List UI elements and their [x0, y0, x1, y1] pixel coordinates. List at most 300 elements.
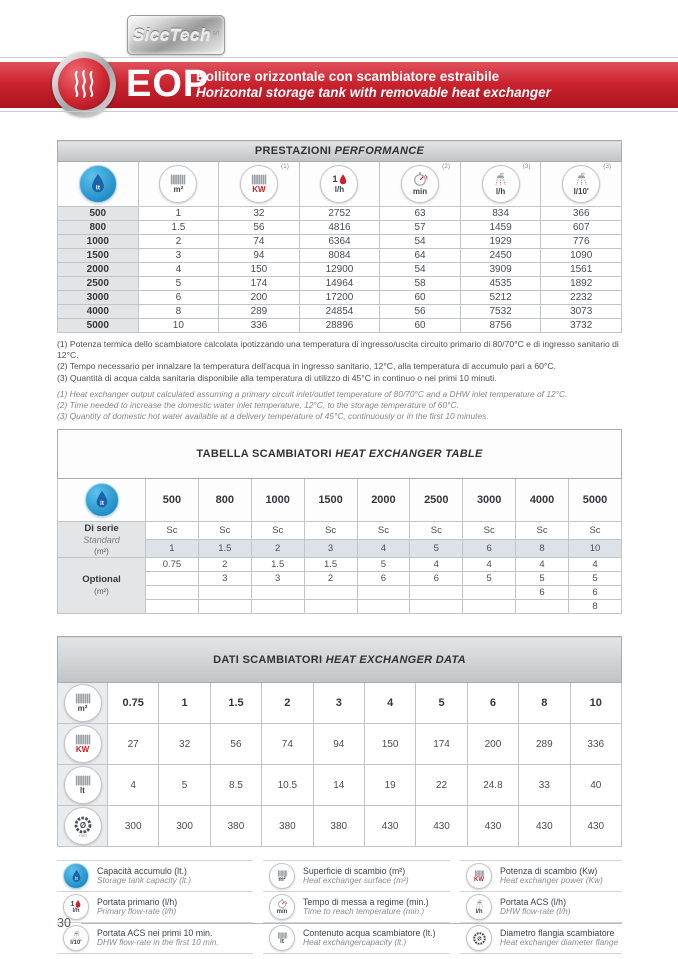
table-cell: 2450	[460, 249, 541, 263]
table-cell	[357, 586, 410, 600]
logo-text: SiccTech	[132, 25, 211, 44]
legend-item	[57, 860, 253, 891]
table-row	[58, 277, 622, 291]
table-cell: 5000	[58, 319, 139, 333]
table-cell: 4000	[58, 305, 139, 319]
table-cell: 4816	[299, 221, 380, 235]
table-cell: 74	[262, 724, 313, 765]
table-row	[58, 263, 622, 277]
legend-icon-label: Ø	[476, 936, 482, 943]
exchanger-table-header-row	[58, 479, 622, 522]
table-cell	[198, 586, 251, 600]
table-cell: 5212	[460, 291, 541, 305]
legend-text-en: Primary flow-rate (l/h)	[97, 906, 177, 917]
legend-text-it: Tempo di messa a regime (min.)	[303, 896, 429, 907]
table-cell	[357, 600, 410, 614]
optional-label: Optional	[82, 574, 121, 586]
table-cell: 12900	[299, 263, 380, 277]
table-cell: 6	[467, 683, 518, 724]
table-row	[58, 249, 622, 263]
table-cell: 56	[380, 305, 461, 319]
legend-icon-label: l/h	[72, 908, 80, 915]
product-code: EOP	[126, 63, 210, 105]
table-cell: 3	[198, 572, 251, 586]
table-cell	[304, 600, 357, 614]
dhw-flow-shower-icon	[482, 163, 531, 203]
table-cell: 366	[541, 207, 622, 221]
table-cell: 8	[569, 600, 622, 614]
table-cell: 5	[159, 765, 210, 806]
table-cell: 607	[541, 221, 622, 235]
size-header: 1500	[304, 479, 357, 522]
capacity-row	[58, 765, 622, 806]
table-cell: 4	[108, 765, 159, 806]
legend-icon-label: lt	[280, 938, 284, 945]
size-header: 5000	[569, 479, 622, 522]
power-icon-label: KW	[75, 745, 90, 755]
table-cell: 7532	[460, 305, 541, 319]
table-cell: 3	[304, 540, 357, 558]
table-cell: Sc	[410, 522, 463, 540]
surface-icon-label: m²	[77, 704, 88, 714]
table-cell: 1.5	[304, 558, 357, 572]
col-tank-capacity	[58, 162, 139, 207]
flange-icon-cell	[58, 806, 108, 847]
table-cell: 5	[138, 277, 219, 291]
size-header: 4000	[516, 479, 569, 522]
table-cell: 289	[519, 724, 570, 765]
page-number: 30	[57, 916, 71, 930]
table-cell: 3	[251, 572, 304, 586]
table-cell: 58	[380, 277, 461, 291]
performance-title-it: PRESTAZIONI	[254, 145, 332, 157]
table-cell: 336	[219, 319, 300, 333]
legend-column-2	[263, 860, 450, 954]
power-radiator-icon	[466, 863, 492, 889]
table-cell	[463, 600, 516, 614]
flange-diameter-icon	[64, 807, 102, 845]
exchanger-capacity-header	[58, 479, 146, 522]
table-cell: 2752	[299, 207, 380, 221]
table-cell: 2	[262, 683, 313, 724]
table-cell: 2	[198, 558, 251, 572]
table-cell: 6	[410, 572, 463, 586]
performance-table-body	[58, 207, 622, 333]
table-row	[58, 319, 622, 333]
table-cell: 56	[210, 724, 261, 765]
footnote-en-3: (3) Quantity of domestic hot water available at a delivery temperature of 45°C, continuously or in the first 10 minutes.	[57, 410, 489, 421]
primary-flow-icon	[320, 165, 358, 203]
flange-row	[58, 806, 622, 847]
table-cell: 10.5	[262, 765, 313, 806]
tank-capacity-icon	[79, 165, 117, 203]
table-cell: 14	[313, 765, 364, 806]
footer-rule	[81, 923, 622, 924]
table-cell: 1459	[460, 221, 541, 235]
table-cell	[516, 600, 569, 614]
exchanger-power-icon	[240, 163, 289, 203]
table-cell: 380	[262, 806, 313, 847]
table-cell	[251, 600, 304, 614]
legend-text-it: Portata ACS nei primi 10 min.	[97, 927, 213, 938]
table-cell: Sc	[569, 522, 622, 540]
table-cell: 4	[569, 558, 622, 572]
table-cell: 300	[108, 806, 159, 847]
footnotes-english	[57, 389, 622, 422]
table-row	[58, 207, 622, 221]
legend-item	[460, 860, 622, 891]
table-cell: 27	[108, 724, 159, 765]
exchanger-data-title	[58, 637, 622, 683]
performance-title-en: PERFORMANCE	[334, 145, 425, 157]
table-cell: 94	[219, 249, 300, 263]
table-cell: 4	[138, 263, 219, 277]
col-exchanger-power	[219, 162, 300, 207]
table-cell: 1090	[541, 249, 622, 263]
surface-icon-cell	[58, 683, 108, 724]
table-cell: 60	[380, 291, 461, 305]
table-cell: 800	[58, 221, 139, 235]
table-cell: 380	[313, 806, 364, 847]
exchanger-table-title-en: HEAT EXCHANGER TABLE	[335, 448, 483, 461]
table-cell: 0.75	[108, 683, 159, 724]
page-footer	[57, 916, 622, 930]
table-cell: 430	[570, 806, 621, 847]
flange-icon-label: Ø	[79, 821, 86, 831]
footnote-it-3: (3) Quantità di acqua calda sanitaria disponibile alla temperatura di utilizzo di 45°C in continuo o nei primi 10 minuti.	[57, 372, 497, 383]
table-cell: 380	[210, 806, 261, 847]
table-cell: Sc	[516, 522, 569, 540]
table-cell: 200	[219, 291, 300, 305]
table-cell	[251, 586, 304, 600]
dhw-flow-icon-label: l/h	[495, 186, 506, 196]
exchanger-table-title-it: TABELLA SCAMBIATORI	[196, 448, 332, 461]
table-row	[58, 221, 622, 235]
table-cell: Sc	[304, 522, 357, 540]
table-cell: 5	[463, 572, 516, 586]
table-cell: 3	[138, 249, 219, 263]
standard-label-en: Standard	[83, 535, 120, 546]
table-cell: 1500	[58, 249, 139, 263]
legend-text-en: DHW flow-rate (l/h)	[500, 906, 571, 917]
table-cell: 776	[541, 235, 622, 249]
table-cell: 60	[380, 319, 461, 333]
legend-item	[263, 860, 450, 891]
table-cell: 56	[219, 221, 300, 235]
standard-label-it: Di serie	[84, 523, 119, 535]
size-header: 800	[198, 479, 251, 522]
optional-label-unit: (m²)	[94, 587, 109, 597]
heat-exchanger-table	[57, 429, 622, 614]
legend-text-en: Heat exchangercapacity (lt.)	[303, 937, 407, 948]
table-row	[58, 305, 622, 319]
table-cell: 200	[467, 724, 518, 765]
table-cell: 1561	[541, 263, 622, 277]
table-cell: 2500	[58, 277, 139, 291]
legend-text-it: Portata ACS (l/h)	[500, 896, 567, 907]
primary-flow-icon-label: l/h	[334, 185, 345, 194]
legend-icon-label: l/10'	[70, 939, 82, 946]
table-cell: 1000	[58, 235, 139, 249]
col-exchanger-surface	[138, 162, 219, 207]
power-footnote-ref: (1)	[280, 163, 289, 170]
table-cell: Sc	[251, 522, 304, 540]
legend-text-it: Diametro flangia scambiatore	[500, 927, 615, 938]
table-cell: 3000	[58, 291, 139, 305]
col-time-to-temp	[380, 162, 461, 207]
table-cell	[410, 586, 463, 600]
legend-icon-label: KW	[474, 876, 484, 883]
tank-capacity-icon-label: lt	[95, 184, 100, 192]
table-cell: 3909	[460, 263, 541, 277]
table-cell: 64	[380, 249, 461, 263]
legend-text-en: Heat exchanger diameter flange	[500, 937, 619, 948]
table-cell: 1929	[460, 235, 541, 249]
exchanger-data-title-band	[58, 637, 622, 683]
table-cell: 14964	[299, 277, 380, 291]
surface-icon-label: m²	[173, 185, 184, 194]
dhw-10min-footnote-ref: (3)	[603, 163, 612, 170]
table-cell: 54	[380, 263, 461, 277]
dhw-10min-icon-label: l/10'	[573, 186, 589, 196]
capacity-icon-label: lt	[80, 786, 85, 796]
table-cell	[463, 586, 516, 600]
legend-icon-label: l/h	[475, 908, 483, 915]
table-cell: 32	[159, 724, 210, 765]
legend-text-it: Contenuto acqua scambiatore (lt.)	[303, 927, 436, 938]
table-cell: 22	[416, 765, 467, 806]
legend-icon-label: m²	[278, 876, 286, 883]
time-footnote-ref: (2)	[442, 163, 451, 170]
surface-radiator-icon	[269, 863, 295, 889]
table-cell: 6	[569, 586, 622, 600]
footnote-it-1: (1) Potenza termica dello scambiatore calcolata ipotizzando una temperatura di ingresso/uscita circuito primario di 80/70°C e di ingresso sanitario di 12°C.	[57, 339, 619, 361]
tank-capacity-icon	[63, 863, 89, 889]
dhw-10min-shower-icon	[562, 163, 612, 203]
product-title-it: Bollitore orizzontale con scambiatore estraibile	[196, 69, 500, 84]
col-dhw-10min	[541, 162, 622, 207]
legend-text-it: Superficie di scambio (m²)	[303, 865, 406, 876]
heat-badge	[52, 52, 116, 116]
size-header: 500	[146, 479, 199, 522]
power-radiator-icon	[64, 725, 102, 763]
table-cell: 4	[516, 558, 569, 572]
table-cell: 300	[159, 806, 210, 847]
table-cell: 8	[516, 540, 569, 558]
dhw-flow-footnote-ref: (3)	[522, 163, 531, 170]
table-cell: 0.75	[146, 558, 199, 572]
table-cell	[146, 600, 199, 614]
table-cell: 5	[357, 558, 410, 572]
table-cell: 1.5	[251, 558, 304, 572]
footnotes-italian	[57, 339, 622, 384]
table-cell: 2	[138, 235, 219, 249]
table-cell: Sc	[146, 522, 199, 540]
table-cell: 6	[463, 540, 516, 558]
legend-text-it: Portata primario (l/h)	[97, 896, 178, 907]
table-cell: 834	[460, 207, 541, 221]
table-cell: 6	[357, 572, 410, 586]
legend	[57, 860, 622, 954]
table-cell	[146, 586, 199, 600]
table-cell: 6	[516, 586, 569, 600]
table-cell: 430	[416, 806, 467, 847]
table-cell: 1.5	[138, 221, 219, 235]
table-cell: 4535	[460, 277, 541, 291]
power-icon-cell	[58, 724, 108, 765]
legend-text-en: Heat exchanger power (Kw)	[500, 875, 603, 886]
product-title-en: Horizontal storage tank with removable heat exchanger	[196, 85, 551, 101]
optional-label-cell	[58, 558, 146, 614]
page-content	[57, 140, 622, 954]
tank-capacity-icon	[85, 483, 119, 517]
siectech-logo	[127, 15, 225, 55]
table-cell: 5	[410, 540, 463, 558]
capacity-icon-cell	[58, 765, 108, 806]
surface-radiator-icon	[64, 684, 102, 722]
col-primary-flow	[299, 162, 380, 207]
performance-title	[58, 141, 622, 162]
table-cell: 174	[219, 277, 300, 291]
legend-text-it: Potenza di scambio (Kw)	[500, 865, 598, 876]
table-cell: 4	[463, 558, 516, 572]
time-stopwatch-icon	[401, 163, 451, 203]
performance-icon-row	[58, 162, 622, 207]
table-cell: 4	[357, 540, 410, 558]
exchanger-table-title-band	[58, 430, 622, 479]
capacity-icon-label: lt	[99, 500, 104, 508]
table-row	[58, 291, 622, 305]
exchanger-data-title-it: DATI SCAMBIATORI	[213, 653, 323, 666]
standard-label-unit: (m²)	[94, 546, 109, 556]
primary-flow-prefix: 1	[332, 173, 338, 185]
table-cell: 10	[569, 540, 622, 558]
exchanger-data-title-en: HEAT EXCHANGER DATA	[325, 653, 466, 666]
table-cell: 2232	[541, 291, 622, 305]
footnote-it-2: (2) Tempo necessario per innalzare la temperatura dell'acqua in ingresso sanitario, 12°C, alla temperatura di accumulo pari a 60°C.	[57, 361, 556, 372]
table-cell: 2	[304, 572, 357, 586]
time-icon-label: min	[412, 187, 428, 196]
table-cell: Sc	[198, 522, 251, 540]
table-cell	[198, 600, 251, 614]
table-cell: 8084	[299, 249, 380, 263]
table-cell: 10	[138, 319, 219, 333]
surface-row	[58, 683, 622, 724]
table-row	[58, 235, 622, 249]
size-header: 2000	[357, 479, 410, 522]
performance-table	[57, 140, 622, 333]
table-cell: 63	[380, 207, 461, 221]
flange-icon-sublabel: mm	[78, 833, 87, 839]
table-cell: 430	[364, 806, 415, 847]
size-header: 2500	[410, 479, 463, 522]
table-cell: 1	[159, 683, 210, 724]
table-cell: 500	[58, 207, 139, 221]
product-banner	[0, 62, 678, 108]
table-cell: 74	[219, 235, 300, 249]
table-cell: 5	[569, 572, 622, 586]
optional-row-1	[58, 558, 622, 572]
table-cell: 3073	[541, 305, 622, 319]
logo-suffix: srl	[212, 32, 220, 38]
table-cell: 10	[570, 683, 621, 724]
table-cell: 430	[519, 806, 570, 847]
table-cell: 8	[138, 305, 219, 319]
size-header: 3000	[463, 479, 516, 522]
table-cell: 2	[251, 540, 304, 558]
table-cell: 1.5	[198, 540, 251, 558]
standard-label-cell	[58, 522, 146, 558]
table-cell: 24854	[299, 305, 380, 319]
table-cell: 150	[364, 724, 415, 765]
legend-icon-prefix: 1	[70, 900, 75, 908]
heat-exchanger-data-table	[57, 636, 622, 847]
table-cell: 336	[570, 724, 621, 765]
table-cell: 3	[313, 683, 364, 724]
legend-icon-label: min	[276, 909, 288, 916]
table-cell: 289	[219, 305, 300, 319]
legend-column-3	[460, 860, 622, 954]
table-cell: Sc	[463, 522, 516, 540]
table-cell: Sc	[357, 522, 410, 540]
legend-icon-label: lt	[74, 875, 78, 881]
heat-waves-icon	[58, 58, 110, 110]
table-cell: 19	[364, 765, 415, 806]
legend-text-en: Heat exchanger surface (m²)	[303, 875, 409, 886]
power-icon-label: KW	[252, 185, 266, 194]
table-cell: 94	[313, 724, 364, 765]
table-cell: 17200	[299, 291, 380, 305]
table-cell: 1.5	[210, 683, 261, 724]
table-cell: 1892	[541, 277, 622, 291]
footnote-en-1: (1) Heat exchanger output calculated assuming a primary circuit inlet/outlet temperature of 80/70°C and a DHW inlet temperature of 12°C.	[57, 388, 568, 399]
legend-column-1	[57, 860, 253, 954]
performance-title-band	[58, 141, 622, 162]
legend-text-it: Capacità accumulo (lt.)	[97, 865, 187, 876]
table-cell: 6364	[299, 235, 380, 249]
legend-text-en: Time to reach temperature (min.)	[303, 906, 425, 917]
table-cell: 150	[219, 263, 300, 277]
table-cell: 2000	[58, 263, 139, 277]
table-cell: 1	[146, 540, 199, 558]
table-cell	[304, 586, 357, 600]
table-cell: 40	[570, 765, 621, 806]
table-cell	[146, 572, 199, 586]
table-cell: 174	[416, 724, 467, 765]
table-cell: 32	[219, 207, 300, 221]
table-cell: 8756	[460, 319, 541, 333]
col-dhw-flow	[460, 162, 541, 207]
legend-text-en: Storage tank capacity (lt.)	[97, 875, 192, 886]
table-cell: 430	[467, 806, 518, 847]
table-cell: 33	[519, 765, 570, 806]
table-cell: 4	[410, 558, 463, 572]
table-cell: 8	[519, 683, 570, 724]
standard-sc-row	[58, 522, 622, 540]
table-cell: 5	[516, 572, 569, 586]
size-header: 1000	[251, 479, 304, 522]
table-cell: 6	[138, 291, 219, 305]
footnote-en-2: (2) Time needed to increase the domestic water inlet temperature, 12°C, to the storage temperature of 60°C.	[57, 399, 459, 410]
exchanger-table-title	[58, 430, 622, 479]
table-cell: 54	[380, 235, 461, 249]
table-cell: 24.8	[467, 765, 518, 806]
table-cell: 3732	[541, 319, 622, 333]
table-cell: 4	[364, 683, 415, 724]
legend-text-en: DHW flow-rate in the first 10 min.	[97, 937, 219, 948]
table-cell: 28896	[299, 319, 380, 333]
table-cell: 5	[416, 683, 467, 724]
